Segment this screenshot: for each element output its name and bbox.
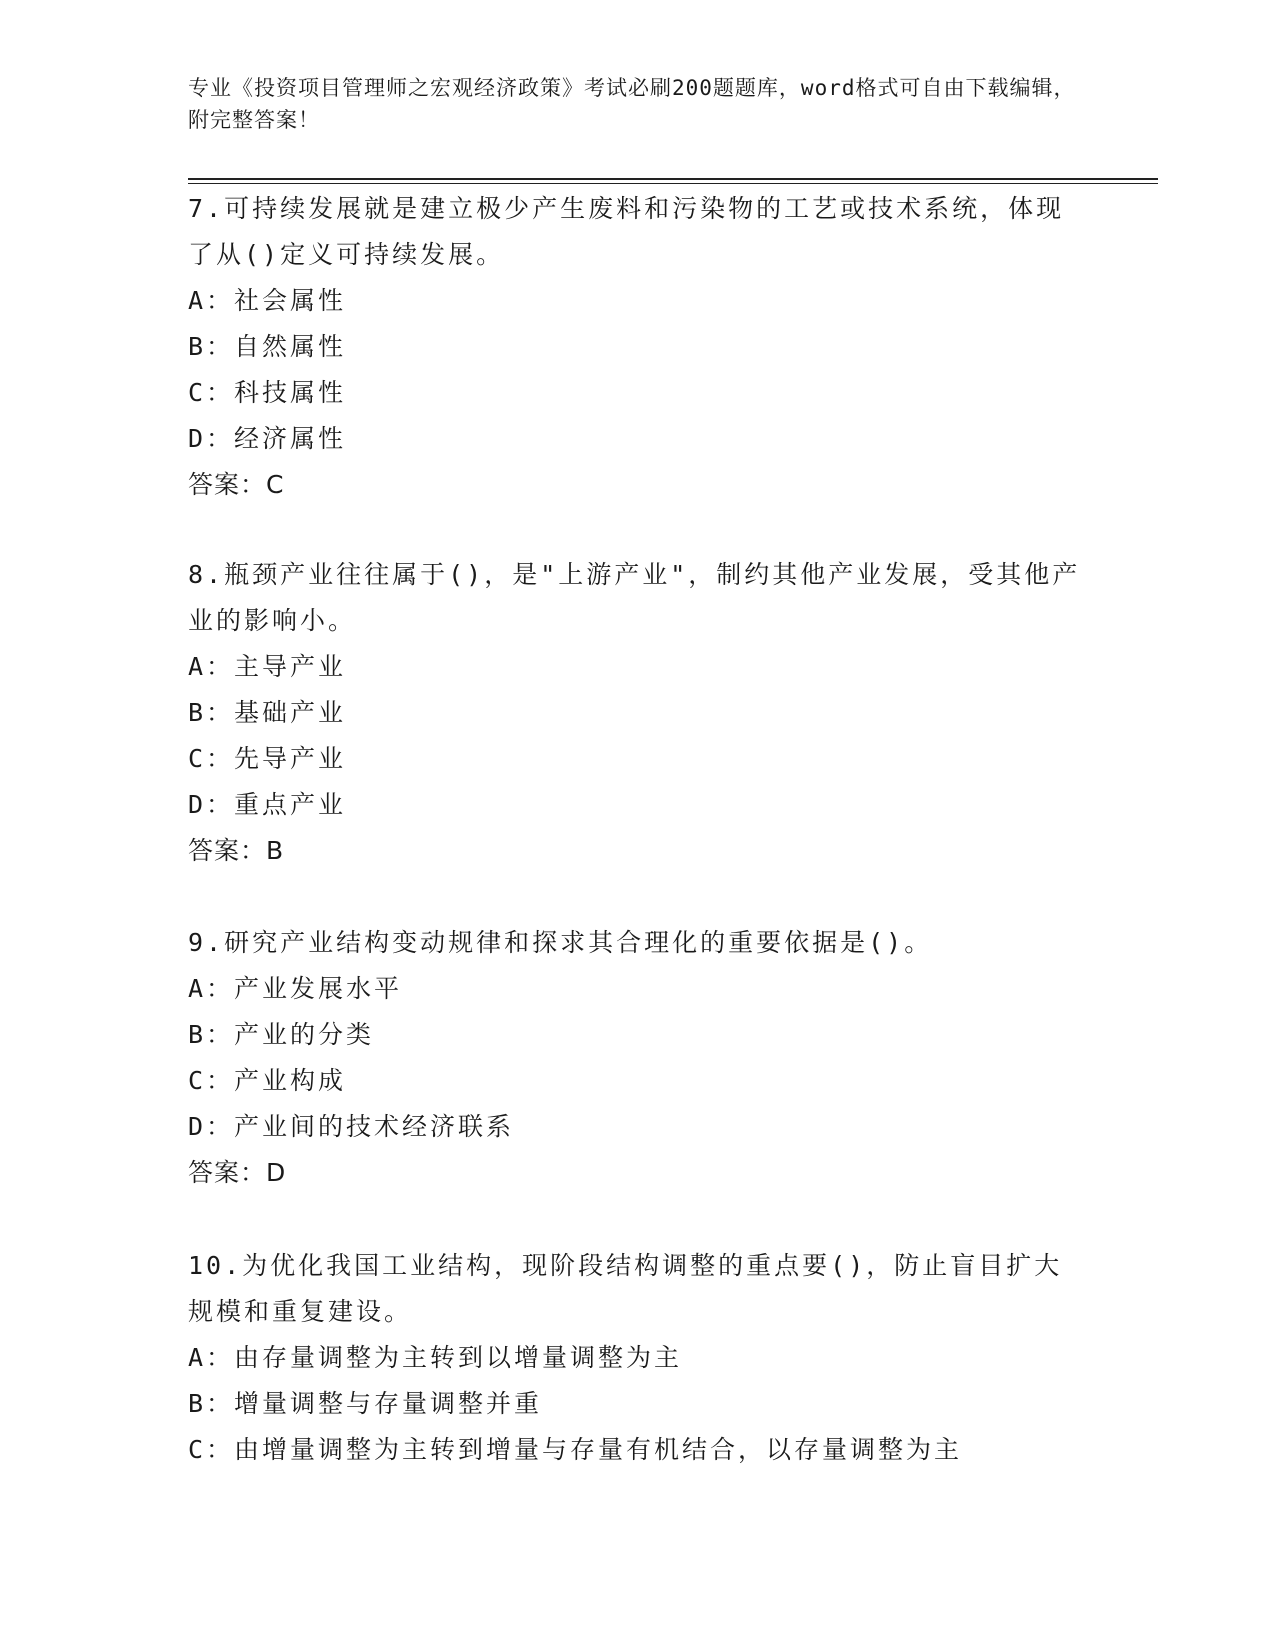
header-divider-thick [188, 178, 1158, 180]
option-d: D：产业间的技术经济联系 [188, 1112, 515, 1141]
option-a: A：社会属性 [188, 286, 347, 315]
document-header: 专业《投资项目管理师之宏观经济政策》考试必刷200题题库，word格式可自由下载编辑，附完整答案！ [188, 76, 1076, 132]
answer: 答案：C [188, 470, 285, 499]
question-9 [188, 920, 1088, 1196]
option-a: A：由存量调整为主转到以增量调整为主 [188, 1343, 683, 1372]
option-d: D：重点产业 [188, 790, 347, 819]
question-stem: 9.研究产业结构变动规律和探求其合理化的重要依据是()。 [188, 928, 933, 957]
header-divider-thin [188, 183, 1158, 184]
option-b: B：产业的分类 [188, 1020, 375, 1049]
option-a: A：产业发展水平 [188, 974, 403, 1003]
option-c: C：先导产业 [188, 744, 347, 773]
option-b: B：增量调整与存量调整并重 [188, 1389, 543, 1418]
question-stem: 7.可持续发展就是建立极少产生废料和污染物的工艺或技术系统，体现了从()定义可持续发展。 [188, 194, 1065, 269]
option-c: C：科技属性 [188, 378, 347, 407]
option-a: A：主导产业 [188, 652, 347, 681]
answer: 答案：D [188, 1158, 287, 1187]
option-c: C：产业构成 [188, 1066, 347, 1095]
option-d: D：经济属性 [188, 424, 347, 453]
question-7 [188, 186, 1088, 508]
option-c: C：由增量调整为主转到增量与存量有机结合，以存量调整为主 [188, 1435, 963, 1464]
question-stem: 8.瓶颈产业往往属于()，是"上游产业"，制约其他产业发展，受其他产业的影响小。 [188, 560, 1081, 635]
option-b: B：自然属性 [188, 332, 347, 361]
question-10 [188, 1243, 1088, 1473]
question-8 [188, 552, 1088, 874]
option-b: B：基础产业 [188, 698, 347, 727]
answer: 答案：B [188, 836, 285, 865]
question-stem: 10.为优化我国工业结构，现阶段结构调整的重点要()，防止盲目扩大规模和重复建设。 [188, 1251, 1063, 1326]
